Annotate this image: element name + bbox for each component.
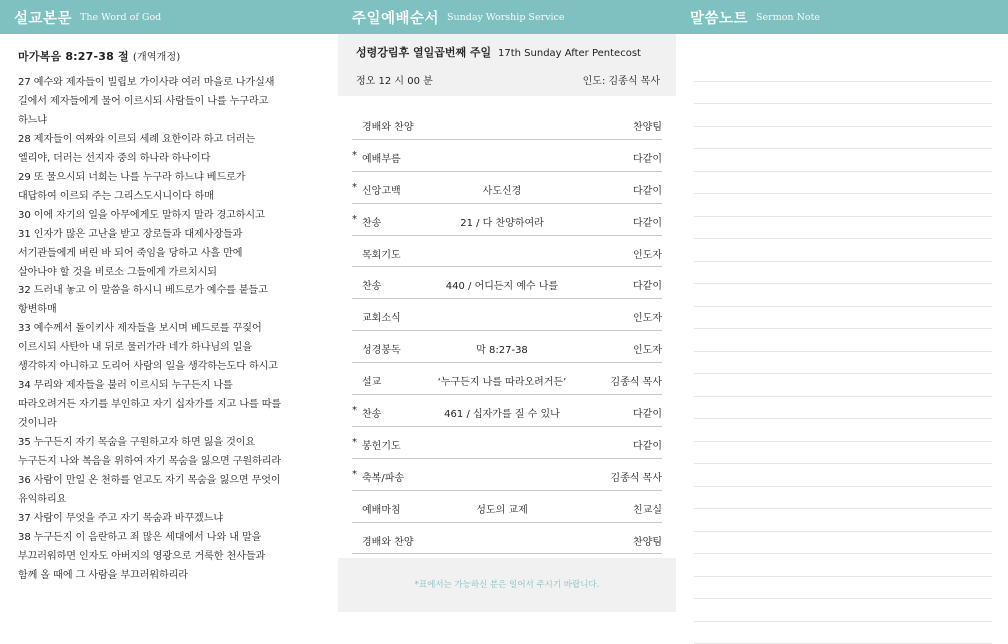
note-writing-area[interactable] <box>676 34 1008 644</box>
bible-version: (개역개정) <box>133 52 181 63</box>
note-line[interactable] <box>694 217 992 240</box>
order-row <box>352 427 662 459</box>
verse-line: 누구든지 나와 복음을 위하여 자기 목숨을 잃으면 구원하리라 <box>18 453 322 472</box>
order-item-leader: 다같이 <box>633 405 662 420</box>
sermon-text-header-subtitle: The Word of God <box>80 12 161 23</box>
note-line[interactable] <box>694 622 992 644</box>
note-line[interactable] <box>694 599 992 622</box>
order-item-leader: 친교실 <box>633 501 662 516</box>
verse-line: 28 제자들이 여짜와 이르되 세례 요한이라 하고 더러는 <box>18 131 322 150</box>
order-item-name: 찬송 <box>362 214 381 229</box>
order-row <box>352 204 662 236</box>
service-title <box>356 44 662 60</box>
order-item-content: 21 / 다 찬양하여라 <box>412 214 592 229</box>
sermon-text-column <box>0 0 338 612</box>
note-line[interactable] <box>694 104 992 127</box>
order-row <box>352 523 662 555</box>
order-item-content: ‘누구든지 나를 따라오려거든’ <box>412 373 592 388</box>
note-line[interactable] <box>694 577 992 600</box>
order-row <box>352 172 662 204</box>
note-line[interactable] <box>694 419 992 442</box>
verse-line: 하느냐 <box>18 112 322 131</box>
order-item-leader: 다같이 <box>633 277 662 292</box>
order-stand-marker: * <box>352 405 360 416</box>
sermon-note-header-title: 말씀노트 <box>690 7 748 28</box>
order-item-leader: 찬양팀 <box>633 118 662 133</box>
order-row <box>352 267 662 299</box>
sermon-note-header <box>676 0 1008 34</box>
note-line[interactable] <box>694 397 992 420</box>
order-item-name: 축복/파송 <box>362 469 404 484</box>
note-line[interactable] <box>694 172 992 195</box>
note-line[interactable] <box>694 59 992 82</box>
verse-line: 서기관들에게 버린 바 되어 죽임을 당하고 사흘 만에 <box>18 245 322 264</box>
service-title-ko: 성령강림후 열일곱번째 주일 <box>356 46 491 59</box>
note-line[interactable] <box>694 487 992 510</box>
verse-line: 항변하매 <box>18 301 322 320</box>
order-stand-marker: * <box>352 182 360 193</box>
note-line[interactable] <box>694 554 992 577</box>
order-item-name: 예배부름 <box>362 150 401 165</box>
sermon-text-header-title: 설교본문 <box>14 7 72 28</box>
sermon-text-header <box>0 0 338 34</box>
standing-footnote: *표에서는 가능하신 분은 일어서 주시기 바랍니다. <box>338 578 676 590</box>
order-item-name: 예배마침 <box>362 501 401 516</box>
order-item-name: 설교 <box>362 373 381 388</box>
verse-line: 살아나야 할 것을 비로소 그들에게 가르치시되 <box>18 264 322 283</box>
order-item-name: 신앙고백 <box>362 182 401 197</box>
note-line[interactable] <box>694 82 992 105</box>
order-item-leader: 다같이 <box>633 437 662 452</box>
verse-line: 부끄러워하면 인자도 아버지의 영광으로 거룩한 천사들과 <box>18 548 322 567</box>
order-item-name: 성경봉독 <box>362 341 401 356</box>
verse-line: 27 예수와 제자들이 빌립보 가이사랴 여러 마을로 나가실새 <box>18 74 322 93</box>
verse-line: 38 누구든지 이 음란하고 죄 많은 세대에서 나와 내 말을 <box>18 529 322 548</box>
order-stand-marker: * <box>352 150 360 161</box>
note-line[interactable] <box>694 194 992 217</box>
order-row <box>352 363 662 395</box>
order-row <box>352 459 662 491</box>
note-line[interactable] <box>694 284 992 307</box>
order-item-leader: 찬양팀 <box>633 533 662 548</box>
note-line[interactable] <box>694 532 992 555</box>
note-line[interactable] <box>694 239 992 262</box>
verse-line: 이르시되 사탄아 내 뒤로 물러가라 네가 하나님의 일을 <box>18 339 322 358</box>
verse-line: 37 사람이 무엇을 주고 자기 목숨과 바꾸겠느냐 <box>18 510 322 529</box>
note-line[interactable] <box>694 262 992 285</box>
order-item-name: 경배와 찬양 <box>362 533 413 548</box>
verse-line: 따라오려거든 자기를 부인하고 자기 십자가를 지고 나를 따를 <box>18 396 322 415</box>
scripture-body <box>0 34 338 586</box>
note-line[interactable] <box>694 374 992 397</box>
order-row <box>352 236 662 268</box>
worship-header <box>338 0 676 34</box>
verse-line: 유익하리요 <box>18 491 322 510</box>
service-time: 정오 12 시 00 분 <box>356 72 433 87</box>
order-item-name: 찬송 <box>362 405 381 420</box>
verse-line: 엘리야, 더러는 선지자 중의 하나라 하나이다 <box>18 150 322 169</box>
order-item-leader: 김종식 목사 <box>611 373 662 388</box>
order-item-content: 사도신경 <box>412 182 592 197</box>
order-item-leader: 다같이 <box>633 182 662 197</box>
order-item-content: 461 / 십자가를 질 수 있나 <box>412 405 592 420</box>
verse-line: 33 예수께서 돌이키사 제자들을 보시며 베드로를 꾸짖어 <box>18 320 322 339</box>
order-item-name: 찬송 <box>362 277 381 292</box>
verse-line: 것이니라 <box>18 415 322 434</box>
verse-line: 29 또 물으시되 너희는 나를 누구라 하느냐 베드로가 <box>18 169 322 188</box>
note-line[interactable] <box>694 307 992 330</box>
order-row <box>352 140 662 172</box>
verse-line: 함께 올 때에 그 사람을 부끄러워하리라 <box>18 567 322 586</box>
note-line[interactable] <box>694 352 992 375</box>
verse-line: 31 인자가 많은 고난을 받고 장로들과 대제사장들과 <box>18 226 322 245</box>
order-item-leader: 다같이 <box>633 150 662 165</box>
order-row <box>352 108 662 140</box>
verse-line: 30 이에 자기의 일을 아무에게도 말하지 말라 경고하시고 <box>18 207 322 226</box>
order-row <box>352 299 662 331</box>
order-item-content: 440 / 어디든지 예수 나를 <box>412 277 592 292</box>
verse-line: 32 드러내 놓고 이 말씀을 하시니 베드로가 예수를 붙들고 <box>18 282 322 301</box>
worship-order-panel <box>338 96 676 558</box>
sermon-note-header-subtitle: Sermon Note <box>756 12 820 23</box>
service-info <box>338 34 676 96</box>
order-item-name: 목회기도 <box>362 246 401 261</box>
order-row <box>352 395 662 427</box>
note-line[interactable] <box>694 127 992 150</box>
verse-line: 대답하여 이르되 주는 그리스도시니이다 하매 <box>18 188 322 207</box>
verse-list <box>18 74 322 586</box>
verse-line: 생각하지 아니하고 도리어 사람의 일을 생각하는도다 하시고 <box>18 358 322 377</box>
worship-header-title: 주일예배순서 <box>352 7 439 28</box>
order-stand-marker: * <box>352 437 360 448</box>
order-stand-marker: * <box>352 214 360 225</box>
order-item-name: 교회소식 <box>362 309 401 324</box>
order-row <box>352 331 662 363</box>
service-title-en: 17th Sunday After Pentecost <box>498 48 641 59</box>
order-stand-marker: * <box>352 469 360 480</box>
order-item-name: 봉헌기도 <box>362 437 401 452</box>
verse-line: 35 누구든지 자기 목숨을 구원하고자 하면 잃을 것이요 <box>18 434 322 453</box>
order-item-content: 성도의 교제 <box>412 501 592 516</box>
worship-order-list <box>338 96 662 554</box>
service-meta <box>356 72 662 87</box>
worship-header-subtitle: Sunday Worship Service <box>447 12 564 23</box>
order-item-leader: 김종식 목사 <box>611 469 662 484</box>
service-leader: 인도: 김종식 목사 <box>583 72 660 87</box>
note-line[interactable] <box>694 509 992 532</box>
note-line[interactable] <box>694 149 992 172</box>
order-item-leader: 인도자 <box>633 341 662 356</box>
verse-line: 36 사람이 만일 온 천하를 얻고도 자기 목숨을 잃으면 무엇이 <box>18 472 322 491</box>
note-line[interactable] <box>694 442 992 465</box>
order-item-leader: 다같이 <box>633 214 662 229</box>
worship-order-column <box>338 0 676 612</box>
note-line[interactable] <box>694 329 992 352</box>
order-row <box>352 491 662 523</box>
note-line[interactable] <box>694 464 992 487</box>
scripture-reference <box>18 48 322 64</box>
sermon-note-column <box>676 0 1008 612</box>
order-item-content: 막 8:27-38 <box>412 341 592 356</box>
verse-line: 길에서 제자들에게 물어 이르시되 사람들이 나를 누구라고 <box>18 93 322 112</box>
order-item-name: 경배와 찬양 <box>362 118 413 133</box>
order-item-leader: 인도자 <box>633 246 662 261</box>
scripture-reference-text: 마가복음 8:27-38 절 <box>18 50 129 63</box>
verse-line: 34 무리와 제자들을 불러 이르시되 누구든지 나를 <box>18 377 322 396</box>
order-item-leader: 인도자 <box>633 309 662 324</box>
